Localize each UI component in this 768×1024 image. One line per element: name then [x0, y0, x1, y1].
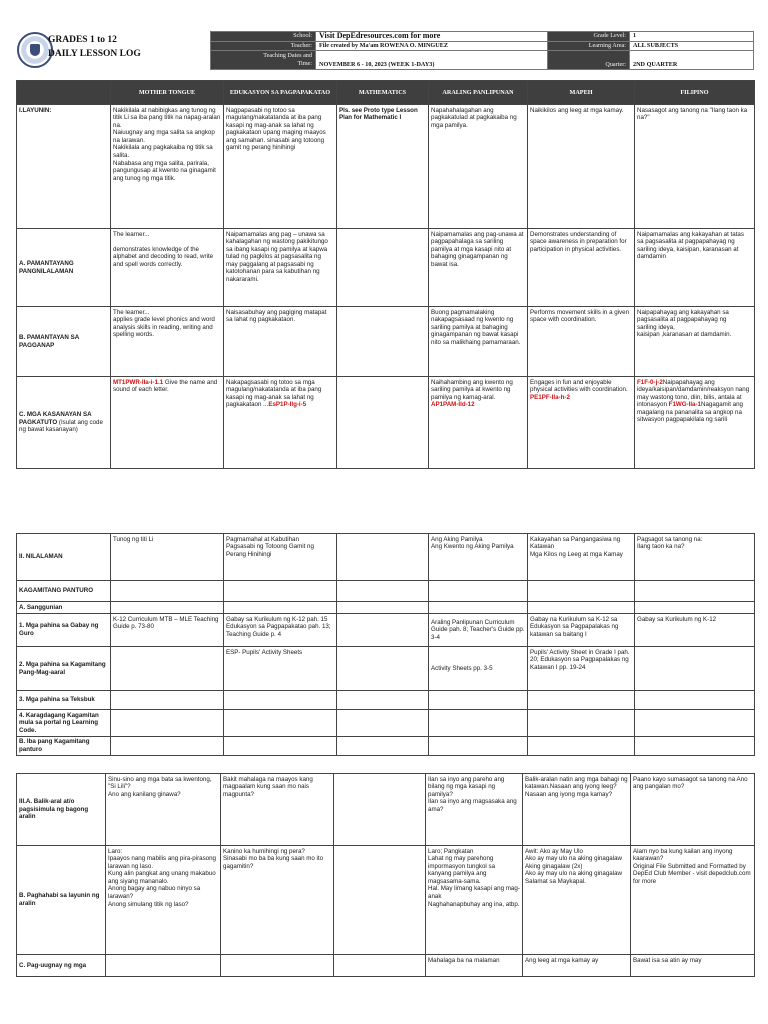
- competency-text: Naihahambing ang kwento ng sariling pamilya at kwento ng pamilya ng kamag-aral.: [431, 378, 513, 401]
- competency-sublabel: (Isulat ang code ng bawat kasanayan): [19, 418, 103, 434]
- table-cell: Ilan sa inyo ang pareho ang bilang ng mga kasapi ng pamilya? Ilan sa inyo ang magsasaka ang ama?: [426, 774, 523, 846]
- school-value: Visit DepEdresources.com for more: [316, 32, 548, 42]
- dates-label-line-1: Teaching Dates and: [263, 52, 312, 59]
- grade-level-value: 1: [630, 32, 754, 42]
- competency-text: Naipapahayag ang ideya/kaisipan/damdamin/reaksyon nang may wastong tono, diin, bilis, antala at intonasyon: [637, 378, 750, 409]
- table-cell: Pagsagot sa tanong na: Ilang taon ka na?: [635, 534, 755, 581]
- subject-header: ARALING PANLIPUNAN: [429, 81, 528, 105]
- row-label: B. PAMANTAYAN SA PAGGANAP: [17, 307, 111, 377]
- table-cell: Balik-aralan natin ang mga bahagi ng katawan.Nasaan ang iyong leeg? Nasaan ang iyong mga kamay?: [523, 774, 631, 846]
- table-cell: Buong pagmamalaking nakapagsasaad ng kwento ng sariling pamilya at bahaging ginagampanan ng bawat kasapi nito sa malikhaing pamamaraan.: [429, 307, 528, 377]
- table-cell: Naipamamalas ang pag-unawa at pagpapahalaga sa sariling pamilya at mga kasapi nito at bahaging ginagampanan ng bawat isa.: [429, 229, 528, 307]
- table-cell: Alam nyo ba kung kailan ang inyong kaarawan? Original File Submitted and Formatted by DepEd Club Member - visit depedclub.com for more: [631, 846, 755, 955]
- header-blank-cell: [17, 81, 111, 105]
- table-cell: Activity Sheets pp. 3-5: [429, 647, 528, 691]
- teacher-label: Teacher:: [211, 41, 316, 51]
- learning-area-value: ALL SUBJECTS: [630, 41, 754, 51]
- table-cell: [337, 602, 429, 614]
- table-row: [17, 846, 755, 955]
- table-cell: [334, 846, 426, 955]
- table-cell: [224, 691, 337, 710]
- row-label: III.A. Balik-aral at/o pagsisimula ng bagong aralin: [17, 774, 106, 846]
- table-cell: The learner... demonstrates knowledge of the alphabet and decoding to read, write and spell words correctly.: [111, 229, 224, 307]
- table-cell: [221, 955, 334, 977]
- table-row: [17, 955, 755, 977]
- table-cell: [224, 377, 337, 469]
- competency-code: AP1PAM-IId-12: [431, 401, 475, 409]
- table-cell: [429, 602, 528, 614]
- table-cell: [429, 736, 528, 755]
- table-cell: Ang Aking Pamilya Ang Kwento ng Aking Pamilya: [429, 534, 528, 581]
- table-cell: [111, 691, 224, 710]
- row-label: 4. Karagdagang Kagamitan mula sa portal ng Learning Code.: [17, 710, 111, 737]
- title-line-1: GRADES 1 to 12: [48, 35, 117, 45]
- subject-header-row: [17, 81, 755, 105]
- table-cell: [334, 774, 426, 846]
- table-cell: Gabay sa Kurikulum ng K-12 pah. 15 Edukasyon sa Pagpapakatao pah. 13; Teaching Guide p. 4: [224, 614, 337, 647]
- table-cell: [635, 602, 755, 614]
- table-cell: ESP- Pupils' Activity Sheets: [224, 647, 337, 691]
- table-cell: Performs movement skills in a given space with coordination.: [528, 307, 635, 377]
- objectives-table: [16, 80, 755, 469]
- table-cell: Naikikilos ang leeg at mga kamay.: [528, 105, 635, 229]
- row-label: A. Sanggunian: [17, 602, 111, 614]
- table-cell: [528, 710, 635, 737]
- table-cell: [635, 736, 755, 755]
- table-cell: [635, 691, 755, 710]
- table-cell: [337, 647, 429, 691]
- table-row: [17, 614, 755, 647]
- subject-header: MAPEH: [528, 81, 635, 105]
- table-cell: [337, 710, 429, 737]
- competency-row: [17, 377, 755, 469]
- table-cell: Pupils' Activity Sheet in Grade I pah. 20; Edukasyon sa Pagpapalakas ng Katawan I pp. 19-24: [528, 647, 635, 691]
- table-cell: K-12 Curriculum MTB – MLE Teaching Guide p. 73-80: [111, 614, 224, 647]
- class-info-table: [547, 31, 754, 70]
- table-row: [17, 710, 755, 737]
- table-cell: [337, 307, 429, 377]
- table-cell: Gabay na Kurikulum sa K-12 sa Edukasyon sa Pagpapalakas ng katawan sa baitang I: [528, 614, 635, 647]
- content-table: [16, 533, 755, 756]
- table-row: [17, 647, 755, 691]
- table-cell: Kanino ka humihingi ng pera? Sinasabi mo ba ba kung saan mo ito gagamitin?: [221, 846, 334, 955]
- table-cell: Naisasabuhay ang pagiging matapat sa lahat ng pagkakataon.: [224, 307, 337, 377]
- table-cell: [528, 377, 635, 469]
- table-cell: Awit: Ako ay May Ulo Ako ay may ulo na aking ginagalaw Aking ginagalaw (2x) Ako ay may ulo na aking ginagalaw Salamat sa Maykapal.: [523, 846, 631, 955]
- table-cell: [111, 602, 224, 614]
- competency-text: Engages in fun and enjoyable physical activities with coordination.: [530, 378, 628, 394]
- row-label: 3. Mga pahina sa Teksbuk: [17, 691, 111, 710]
- document-title: [48, 33, 141, 61]
- table-cell: Tunog ng titi Li: [111, 534, 224, 581]
- competency-text: Nakapagsasabi ng totoo sa mga magulang/nakatatanda at iba pang kasapi ng mag-anak sa lahat ng pagkakataon ...: [226, 378, 322, 409]
- page-header: [15, 31, 755, 71]
- table-row: [17, 736, 755, 755]
- table-cell: [429, 691, 528, 710]
- table-row: [17, 602, 755, 614]
- table-cell: Bakit mahalaga na maayos kang magpaalam kung saan mo nais magpunta?: [221, 774, 334, 846]
- row-label: A. PAMANTAYANG PANGNILALAMAN: [17, 229, 111, 307]
- table-cell: Paano kayo sumasagot sa tanong na Ano ang pangalan mo?: [631, 774, 755, 846]
- row-label: 1. Mga pahina sa Gabay ng Guro: [17, 614, 111, 647]
- row-label: B. Paghahabi sa layunin ng aralin: [17, 846, 106, 955]
- school-label: School:: [211, 32, 316, 42]
- competency-label: C. MGA KASANAYAN SA PAGKATUTO: [19, 411, 92, 426]
- table-cell: [334, 955, 426, 977]
- learning-area-label: Learning Area:: [548, 41, 630, 51]
- competency-code: MT1PWR-IIa-i-1.1: [113, 378, 164, 386]
- table-cell: The learner... applies grade level phonics and word analysis skills in reading, writing and spelling words.: [111, 307, 224, 377]
- table-cell: [111, 377, 224, 469]
- row-label: C. Pag-uugnay ng mga: [17, 955, 106, 977]
- row-label: [17, 377, 111, 469]
- row-label: B. Iba pang Kagamitang panturo: [17, 736, 111, 755]
- competency-code: EsP1P-IIg-i-5: [268, 401, 307, 409]
- competency-text: Give the name and sound of each letter.: [113, 378, 218, 394]
- table-cell: [635, 647, 755, 691]
- table-cell: Nakikilala at nabibigkas ang tunog ng titik Li sa iba pang titik na napag-aralan na. Naiuugnay ang mga salita sa angkop na larawan. Nakikilala ang pagkakaiba ng titik sa salita. Nababasa ang mga salita, parirala, pangungusap at kwento na ginagamit ang tunog ng mga titik.: [111, 105, 224, 229]
- table-cell: [337, 691, 429, 710]
- table-cell: [111, 581, 224, 602]
- table-cell: [528, 581, 635, 602]
- table-cell: [224, 602, 337, 614]
- table-cell: [106, 955, 221, 977]
- table-cell: [337, 581, 429, 602]
- table-cell: Sinu-sino ang mga bata sa kwentong, "Si Lili"? Ano ang kanilang ginawa?: [106, 774, 221, 846]
- table-row: [17, 691, 755, 710]
- row-label: KAGAMITANG PANTURO: [17, 581, 111, 602]
- dates-label-line-2: Time:: [297, 60, 312, 67]
- table-cell: [429, 710, 528, 737]
- title-line-2: DAILY LESSON LOG: [48, 49, 141, 59]
- table-cell: Laro: Ipaayos nang mabilis ang pira-pirasong larawan ng laso. Kung alin pangkat ang unang makabuo ang siyang mananalo. Anong bagay ang nabuo ninyo sa larawan? Anong simulang titik ng laso?: [106, 846, 221, 955]
- table-cell: [111, 647, 224, 691]
- table-cell: Naipapahayag ang kakayahan sa pagsasalita at pagpapahayag ng sariling ideya, kaisipan ,karanasan at damdamin.: [635, 307, 755, 377]
- table-cell: Pls. see Proto type Lesson Plan for Mathematic I: [337, 105, 429, 229]
- table-cell: [337, 229, 429, 307]
- table-cell: [635, 710, 755, 737]
- table-cell: Nasasagot ang tanong na "Ilang taon ka na?": [635, 105, 755, 229]
- subject-header: FILIPINO: [635, 81, 755, 105]
- row-label: II. NILALAMAN: [17, 534, 111, 581]
- table-cell: Gabay sa Kurikulum ng K-12: [635, 614, 755, 647]
- table-row: [17, 581, 755, 602]
- subject-header: MOTHER TONGUE: [111, 81, 224, 105]
- table-cell: Bawat isa sa atin ay may: [631, 955, 755, 977]
- table-cell: Ang leeg at mga kamay ay: [523, 955, 631, 977]
- grade-level-label: Grade Level:: [548, 32, 630, 42]
- school-info-table: [210, 31, 548, 70]
- quarter-label: Quarter:: [548, 51, 630, 70]
- table-cell: [111, 710, 224, 737]
- table-cell: Mahalaga ba na malaman: [426, 955, 523, 977]
- subject-header: EDUKASYON SA PAGPAPAKATAO: [224, 81, 337, 105]
- table-cell: [224, 581, 337, 602]
- quarter-value: 2ND QUARTER: [630, 51, 754, 70]
- table-cell: [337, 534, 429, 581]
- dates-label: [211, 51, 316, 70]
- table-cell: [337, 377, 429, 469]
- dates-value: NOVEMBER 6 - 10, 2023 (WEEK 1-DAY3): [316, 51, 548, 70]
- table-row: [17, 534, 755, 581]
- row-label: 2. Mga pahina sa Kagamitang Pang-Mag-aaral: [17, 647, 111, 691]
- table-row: [17, 307, 755, 377]
- table-cell: Laro; Pangkatan Lahat ng may parehong impormasyon tungkol sa kanyang pamilya ang magsasama-sama. Hal. May limang kasapi ang mag-anak Naghahanapbuhay ang ina, atbp.: [426, 846, 523, 955]
- competency-code: F1WG-IIa-1: [668, 401, 701, 409]
- subject-header: MATHEMATICS: [337, 81, 429, 105]
- table-cell: [429, 581, 528, 602]
- table-row: [17, 774, 755, 846]
- table-cell: Kakayahan sa Pangangasiwa ng Katawan Mga Kilos ng Leeg at mga Kamay: [528, 534, 635, 581]
- table-cell: [224, 710, 337, 737]
- procedure-table: [16, 773, 755, 977]
- table-cell: [224, 736, 337, 755]
- table-cell: [337, 614, 429, 647]
- competency-code: PE1PF-IIa-h-2: [530, 393, 570, 401]
- table-cell: [111, 736, 224, 755]
- row-label: I.LAYUNIN:: [17, 105, 111, 229]
- table-cell: [337, 736, 429, 755]
- table-cell: [528, 736, 635, 755]
- competency-text: Nagagamit ang magalang na pananalita sa angkop na sitwasyon pagpapakilala ng sarili: [637, 401, 743, 424]
- competency-code: F1F-0-j-2: [637, 378, 663, 386]
- table-cell: Naipamamalas ang pag – unawa sa kahalagahan ng wastong pakikitungo sa ibang kasapi ng pamilya at kapwa tulad ng pagkilos at pagsasalita ng may paggalang at pagsasabi ng katotohanan para sa kabutihan ng nakararami.: [224, 229, 337, 307]
- table-row: [17, 229, 755, 307]
- table-cell: [635, 377, 755, 469]
- teacher-value: File created by Ma'am ROWENA O. MINGUEZ: [316, 41, 548, 51]
- table-cell: [528, 602, 635, 614]
- table-cell: [528, 691, 635, 710]
- table-cell: Demonstrates understanding of space awareness in preparation for participation in physical activities.: [528, 229, 635, 307]
- table-cell: [429, 377, 528, 469]
- table-cell: Araling Panlipunan Curriculum Guide pah. 8; Teacher's Guide pp. 3-4: [429, 614, 528, 647]
- table-row: [17, 105, 755, 229]
- table-cell: Napahahalagahan ang pagkakatulad at pagkakaiba ng mga pamilya.: [429, 105, 528, 229]
- table-cell: Nagpapasabi ng totoo sa magulang/nakatatanda at iba pang kasapi ng mag-anak sa lahat ng pagkakataon upang maging maayos ang samahan. sinasabi ang totoong gamit ng perang hinihingi: [224, 105, 337, 229]
- table-cell: Pagmamahal at Kabutihan Pagsasabi ng Totoong Gamit ng Perang Hinihingi: [224, 534, 337, 581]
- table-cell: [635, 581, 755, 602]
- table-cell: Naipamamalas ang kakayahan at tatas sa pagsasalita at pagpapahayag ng sariling ideya, kaisipan, karanasan at damdamin: [635, 229, 755, 307]
